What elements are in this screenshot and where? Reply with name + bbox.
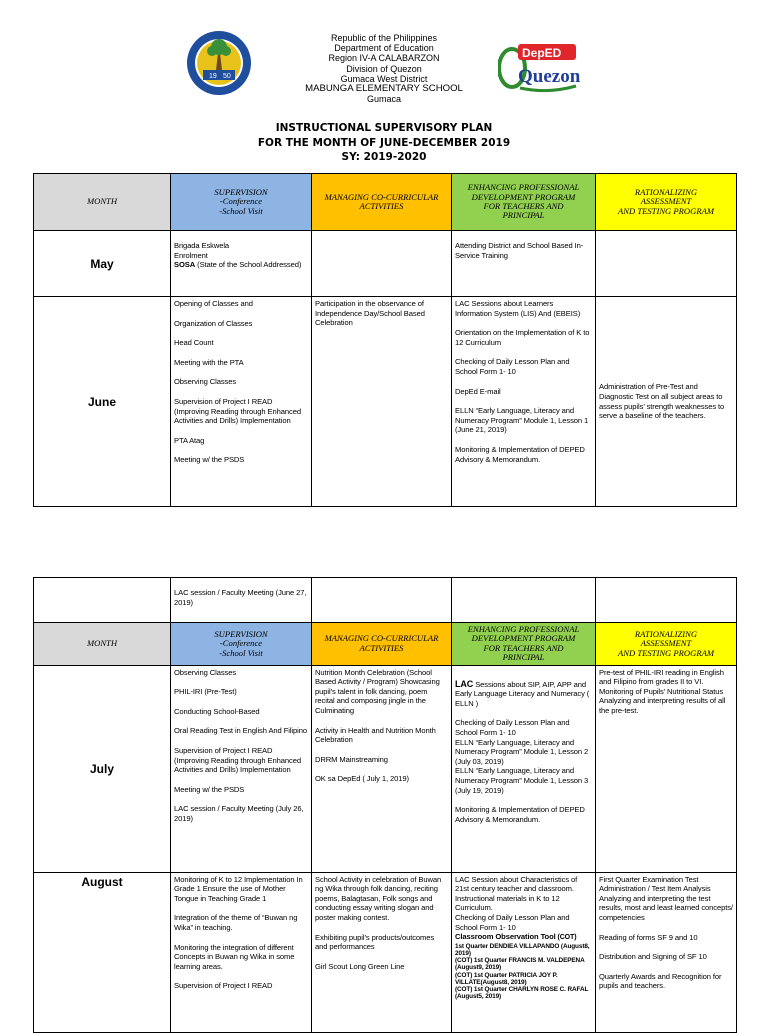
development-cell (452, 578, 596, 623)
month-label: May (34, 231, 171, 297)
cocurricular-cell (312, 578, 452, 623)
rationalizing-cell: First Quarter Examination Test Administration / Test Item Analysis Analyzing and interpreting the test results, most and least learned concepts/ competencies Reading of forms SF 9 and 10 Distribution and Signing of SF 10 Quarterly Awards and Recognition for pupils and teachers. (596, 872, 737, 1032)
deped-quezon-logo (498, 38, 580, 96)
school-seal-logo (186, 30, 252, 96)
agency-line: Gumaca West District (340, 73, 428, 84)
table-row-july (34, 665, 737, 872)
table-row-june-continued (34, 578, 737, 623)
cocurricular-cell: Participation in the observance of Independence Day/School Based Celebration (312, 297, 452, 507)
header-supervision: SUPERVISION -Conference -School Visit (171, 623, 312, 666)
agency-line: Gumaca (366, 94, 401, 105)
rationalizing-cell (596, 231, 737, 297)
logo-bottom-text: Quezon (518, 66, 580, 87)
supervision-cell: Opening of Classes and Organization of Classes Head Count Meeting with the PTA Observing Classes Supervision of Project I READ (Improving Reading through Enhanced Activities and Drills) Implementation PTA Atag Meeting w/ the PSDS (171, 297, 312, 507)
supervision-cell: LAC session / Faculty Meeting (June 27, 2019) (171, 578, 312, 623)
header-month: MONTH (34, 174, 171, 231)
table-header-row (34, 174, 737, 231)
month-label: July (34, 665, 171, 872)
development-cell: LAC Sessions about SIP, AIP, APP and Early Language Literacy and Numeracy ( ELLN ) Checking of Daily Lesson Plan and School Form 1- 10 ELLN “Early Language, Literacy and Numeracy Program” Module 1, Lesson 2 (July 03, 2019) ELLN “Early Language, Literacy and Numeracy Program” Module 1, Lesson 3 (July 19, 2019) Monitoring & Implementation of DEPED Advisory & Memorandum. (452, 665, 596, 872)
title-line: FOR THE MONTH OF JUNE-DECEMBER 2019 (257, 136, 511, 149)
agency-line: Division of Quezon (346, 63, 422, 74)
title-line: INSTRUCTIONAL SUPERVISORY PLAN (275, 122, 493, 134)
seal-year-right: 50 (223, 73, 231, 80)
table-row-august (34, 872, 737, 1032)
rationalizing-cell: Pre-test of PHIL-IRI reading in English and Filipino from grades II to VI. Monitoring of Pupils’ Nutritional Status Analyzing and interpreting results of all the pre-test. (596, 665, 737, 872)
header-month: MONTH (34, 623, 171, 666)
cocurricular-cell (312, 231, 452, 297)
supervisory-plan-table-1 (33, 173, 737, 507)
logo-top-text: DepED (522, 46, 562, 60)
table-header-row (34, 623, 737, 666)
plan-title (200, 121, 568, 165)
header-development: ENHANCING PROFESSIONAL DEVELOPMENT PROGRAM FOR TEACHERS AND PRINCIPAL (452, 174, 596, 231)
agency-line: Region IV-A CALABARZON (328, 53, 440, 64)
title-line: SY: 2019-2020 (341, 151, 427, 163)
agency-line: MABUNGA ELEMENTARY SCHOOL (305, 83, 463, 95)
month-label: June (34, 297, 171, 507)
development-cell: LAC Session about Characteristics of 21st century teacher and classroom. Instructional materials in K to 12 Curriculum. Checking of Daily Lesson Plan and School Form 1- 10 Classroom Observation Tool (COT) 1st Quarter DENDIEA VILLAPANDO (August8, 2019) (COT) 1st Quarter FRANCIS M. VALDEPENA (August9, 2019) (COT) 1st Quarter PATRICIA JOY P. VILLATE(August8, 2019) (COT) 1st Quarter CHARLYN ROSE C. RAFAL (August5, 2019) (452, 872, 596, 1032)
agency-block (268, 33, 500, 104)
agency-line: Department of Education (334, 43, 434, 54)
supervision-cell: Brigada Eskwela Enrolment SOSA (State of the School Addressed) (171, 231, 312, 297)
agency-line: Republic of the Philippines (330, 33, 438, 43)
supervision-cell: Observing Classes PHIL-IRI (Pre-Test) Conducting School-Based Oral Reading Test in English And Filipino Supervision of Project I READ (Improving Reading through Enhanced Activities and Drills) Implementation Meeting w/ the PSDS LAC session / Faculty Meeting (July 26, 2019) (171, 665, 312, 872)
rationalizing-cell (596, 578, 737, 623)
table-row-may (34, 231, 737, 297)
rationalizing-cell: Administration of Pre-Test and Diagnostic Test on all subject areas to assess pupils’ strength weaknesses to serve a baseline of the teachers. (596, 297, 737, 507)
supervisory-plan-table-2 (33, 577, 737, 1033)
header-rationalizing: RATIONALIZING ASSESSMENT AND TESTING PROGRAM (596, 623, 737, 666)
table-row-june (34, 297, 737, 507)
header-cocurricular: MANAGING CO-CURRICULAR ACTIVITIES (312, 174, 452, 231)
supervision-cell: Monitoring of K to 12 Implementation In Grade 1 Ensure the use of Mother Tongue in Teaching Grade 1 Integration of the theme of “Buwan ng Wika” in teaching. Monitoring the integration of different Concepts in Buwan ng Wika in some learning areas. Supervision of Project I READ (171, 872, 312, 1032)
cocurricular-cell: Nutrition Month Celebration (School Based Activity / Program) Showcasing pupil’s talent in folk dancing, poem recital and composing jingle in the Culminating Activity in Health and Nutrition Month Celebration DRRM Mainstreaming OK sa DepEd ( July 1, 2019) (312, 665, 452, 872)
month-label: August (34, 872, 171, 1032)
header-development: ENHANCING PROFESSIONAL DEVELOPMENT PROGRAM FOR TEACHERS AND PRINCIPAL (452, 623, 596, 666)
development-cell: Attending District and School Based In-Service Training (452, 231, 596, 297)
header-supervision: SUPERVISION -Conference -School Visit (171, 174, 312, 231)
month-cell-empty (34, 578, 171, 623)
document-header (0, 0, 768, 170)
header-cocurricular: MANAGING CO-CURRICULAR ACTIVITIES (312, 623, 452, 666)
header-rationalizing: RATIONALIZING ASSESSMENT AND TESTING PROGRAM (596, 174, 737, 231)
development-cell: LAC Sessions about Learners Information System (LIS) And (EBEIS) Orientation on the Implementation of K to 12 Curriculum Checking of Daily Lesson Plan and School Form 1- 10 DepEd E-mail ELLN “Early Language, Literacy and Numeracy Program” Module 1, Lesson 1 (June 21, 2019) Monitoring & Implementation of DEPED Advisory & Memorandum. (452, 297, 596, 507)
cocurricular-cell: School Activity in celebration of Buwan ng Wika through folk dancing, reciting poems, Balagtasan, Folk songs and conducting essay writing slogan and poster making contest. Exhibiting pupil’s products/outcomes and performances Girl Scout Long Green Line (312, 872, 452, 1032)
seal-year-left: 19 (209, 73, 217, 80)
